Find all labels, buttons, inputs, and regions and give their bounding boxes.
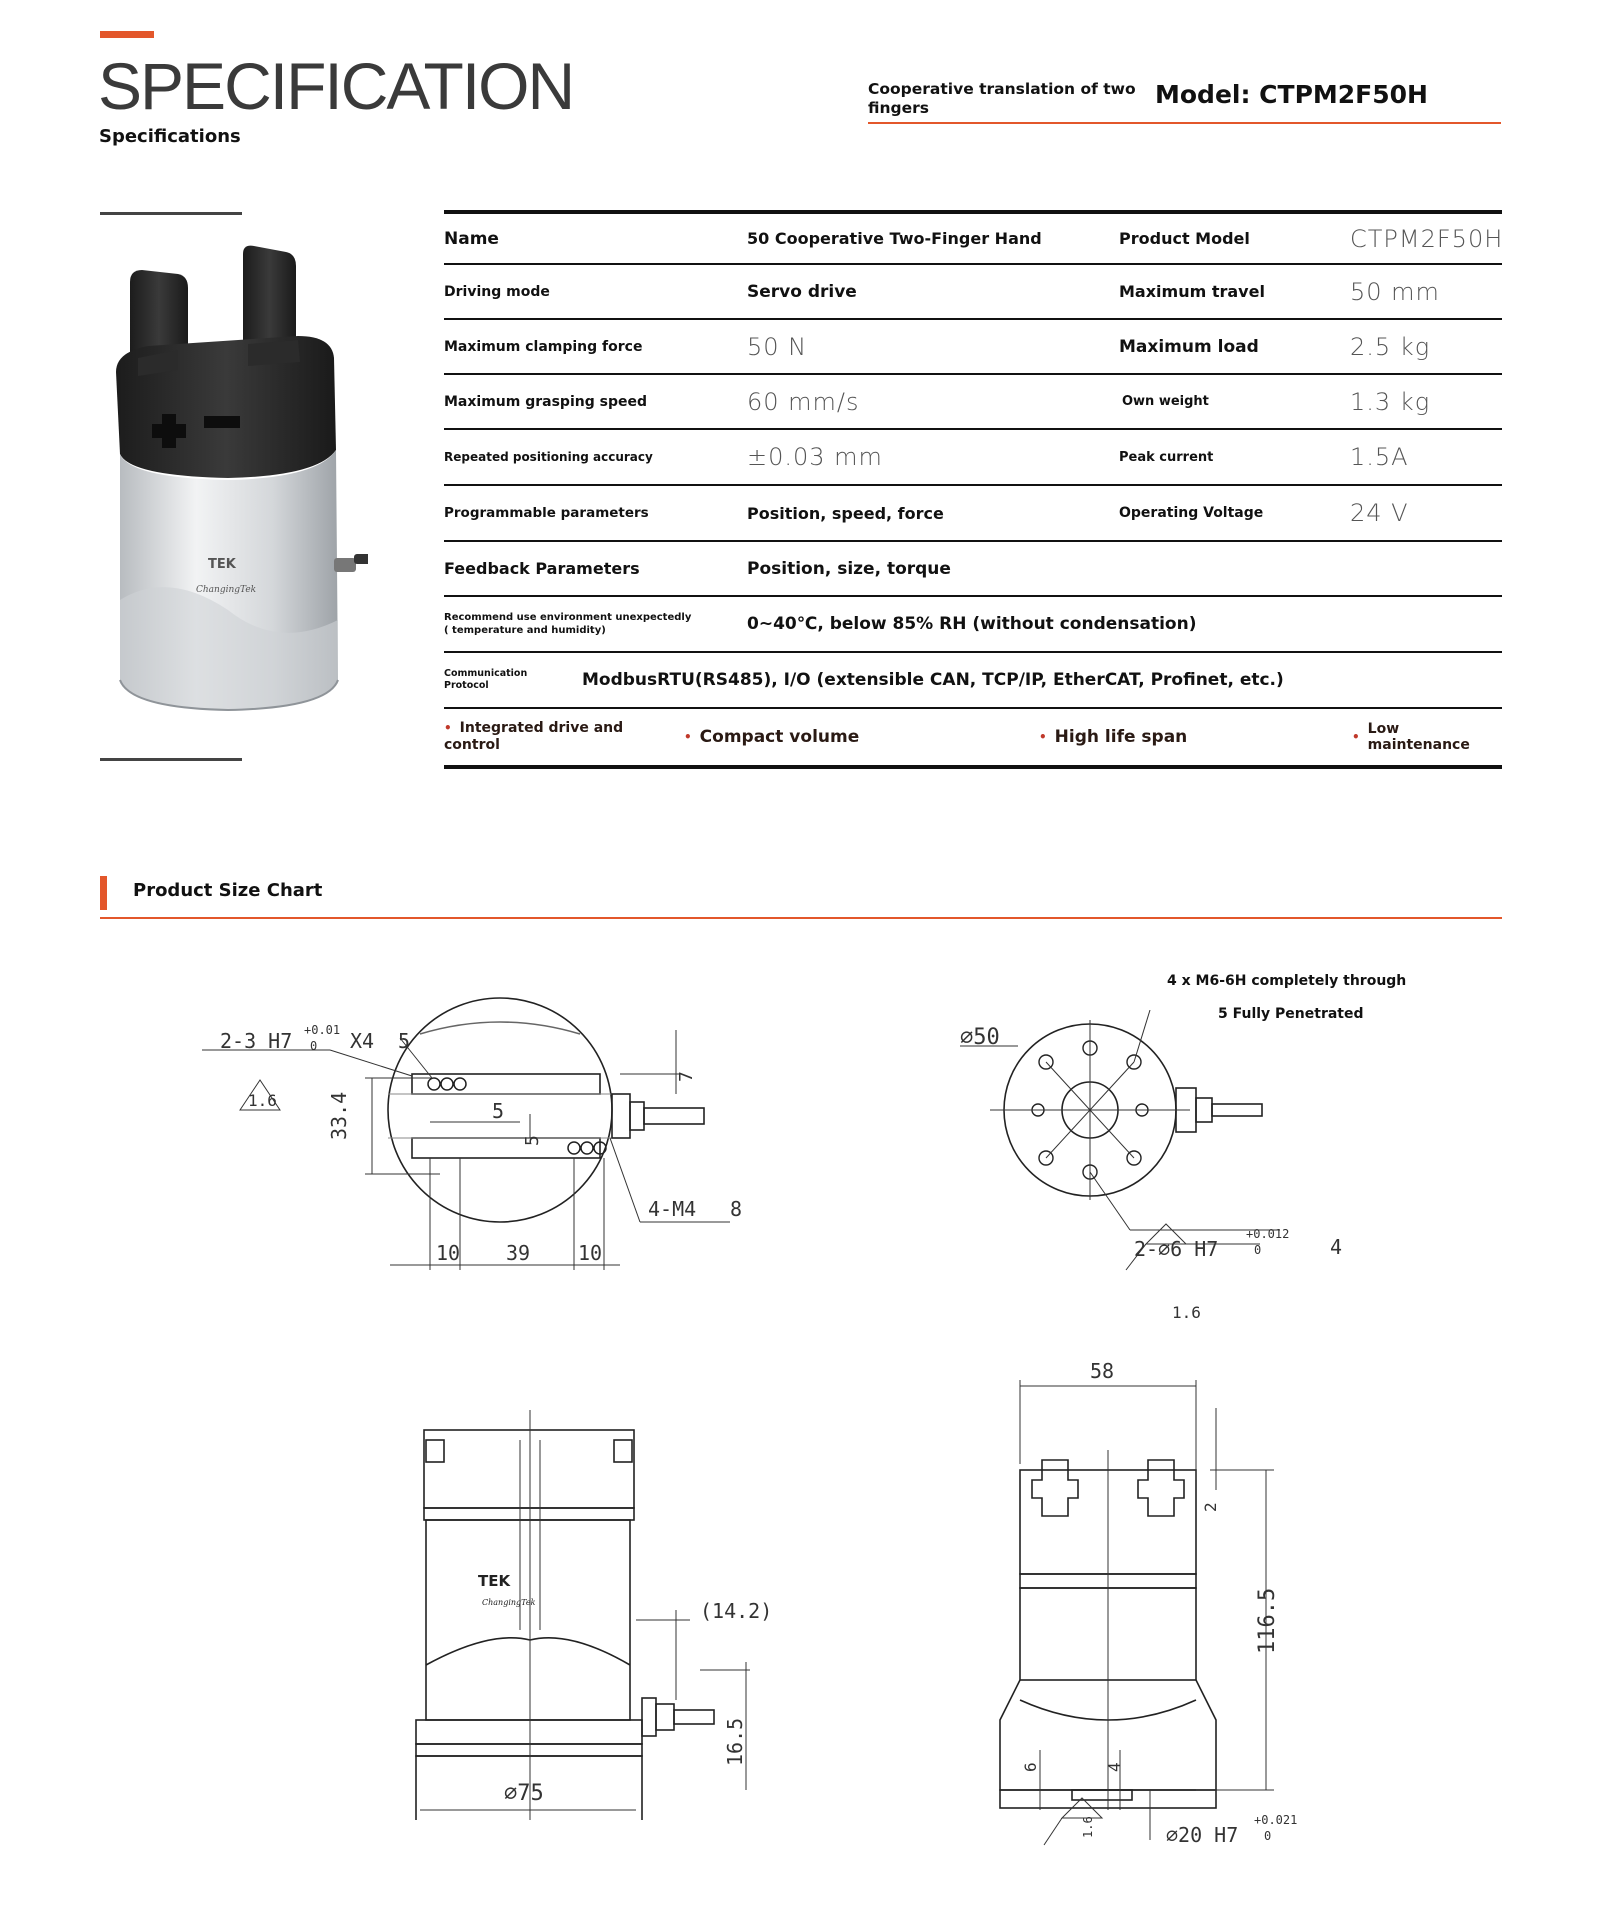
size-chart-underline (100, 917, 1502, 919)
front-logo-script: ChangingTek (482, 1598, 536, 1607)
spec-value-name: 50 Cooperative Two-Finger Hand (747, 229, 1042, 248)
spec-value-protocol: ModbusRTU(RS485), I/O (extensible CAN, TCP/IP, EtherCAT, Profinet, etc.) (582, 670, 1284, 690)
spec-label-protocol: Communication Protocol (444, 668, 528, 691)
spec-label-peak-current: Peak current (1119, 449, 1214, 465)
top-dim-10b: 10 (578, 1241, 603, 1265)
feature-maintenance: • Low maintenance (1352, 721, 1470, 753)
spec-row-driving (444, 265, 1502, 320)
spec-label-operating-voltage: Operating Voltage (1119, 505, 1264, 521)
spec-value-programmable: Position, speed, force (747, 503, 944, 523)
bottom-diameter: ⌀50 (960, 1025, 1000, 1050)
top-dim-5a: 5 (492, 1099, 505, 1123)
top-pin-tol-lower: 0 (310, 1039, 318, 1053)
top-m4-depth: 8 (730, 1197, 743, 1221)
side-dim-4: 4 (1105, 1762, 1124, 1772)
spec-value-driving-mode: Servo drive (747, 281, 857, 302)
spec-label-grasping-speed: Maximum grasping speed (444, 393, 647, 410)
model-underline (868, 122, 1501, 124)
spec-row-protocol (444, 653, 1502, 709)
spec-row-accuracy (444, 430, 1502, 486)
spec-label-product-model: Product Model (1119, 229, 1250, 248)
size-chart-title: Product Size Chart (133, 880, 323, 901)
cooperative-text: Cooperative translation of two fingers (868, 80, 1136, 117)
side-view-drawing (980, 1360, 1340, 1860)
spec-value-clamping-force: 50 N (747, 332, 808, 361)
feature-life-span: • High life span (1039, 727, 1188, 747)
spec-label-max-travel: Maximum travel (1119, 282, 1265, 301)
spec-label-max-load: Maximum load (1119, 336, 1259, 357)
spec-row-speed (444, 375, 1502, 430)
spec-label-driving-mode: Driving mode (444, 283, 550, 300)
spec-row-environment (444, 597, 1502, 653)
spec-value-product-model: CTPM2F50H (1350, 224, 1504, 253)
spec-row-clamping (444, 320, 1502, 375)
spec-row-programmable (444, 486, 1502, 542)
spec-value-grasping-speed: 60 mm/s (747, 387, 860, 416)
front-dim-14-2: (14.2) (700, 1599, 773, 1623)
page-subtitle: Specifications (99, 126, 241, 147)
spec-label-own-weight: Own weight (1122, 394, 1209, 409)
side-dim-2: 2 (1201, 1502, 1220, 1512)
side-bore: ⌀20 H7 (1166, 1823, 1239, 1847)
spec-row-name (444, 210, 1502, 265)
top-dim-39: 39 (506, 1241, 531, 1265)
spec-label-clamping-force: Maximum clamping force (444, 338, 643, 355)
spec-value-feedback: Position, size, torque (747, 558, 951, 579)
front-dim-16-5: 16.5 (723, 1717, 747, 1766)
side-dim-6: 6 (1021, 1762, 1040, 1772)
spec-label-name: Name (444, 228, 499, 249)
product-logo-brand: TEK (208, 557, 236, 572)
top-dim-7: 7 (676, 1071, 697, 1082)
gripper-product-image (108, 240, 368, 730)
bottom-roughness: 1.6 (1172, 1303, 1201, 1322)
spec-value-peak-current: 1.5A (1350, 443, 1409, 471)
feature-integrated: • Integrated drive and control (444, 720, 624, 753)
size-chart-accent (100, 876, 107, 910)
note-m6: 4 x M6-6H completely through (1167, 973, 1407, 989)
bottom-tol-lower: 0 (1254, 1243, 1262, 1257)
spec-value-positioning-accuracy: ±0.03 mm (747, 443, 883, 471)
note-penetrated: 5 Fully Penetrated (1218, 1006, 1364, 1022)
spec-value-own-weight: 1.3 kg (1350, 387, 1431, 416)
spec-label-positioning-accuracy: Repeated positioning accuracy (444, 450, 653, 464)
spec-row-feedback (444, 542, 1502, 597)
spec-row-features (444, 709, 1502, 769)
spec-value-operating-voltage: 24 V (1350, 499, 1409, 527)
product-logo-script: ChangingTek (196, 585, 257, 595)
front-logo-brand: TEK (478, 1572, 511, 1590)
side-tol-lower: 0 (1264, 1829, 1272, 1843)
spec-value-environment: 0~40℃, below 85% RH (without condensation) (747, 614, 1197, 634)
accent-bar (100, 31, 154, 38)
top-dim-10a: 10 (436, 1241, 461, 1265)
page-title: SPECIFICATION (98, 49, 574, 123)
top-roughness: 1.6 (248, 1091, 277, 1110)
feature-compact: • Compact volume (684, 727, 860, 747)
image-top-divider (100, 212, 242, 215)
top-pin-depth-value: 5 (398, 1029, 411, 1053)
top-pin-depth: X4 (350, 1029, 375, 1053)
front-diameter: ⌀75 (504, 1781, 544, 1806)
spec-value-max-travel: 50 mm (1350, 277, 1440, 306)
side-width: 58 (1090, 1360, 1115, 1383)
spec-label-programmable: Programmable parameters (444, 505, 649, 521)
model-label: Model: CTPM2F50H (1155, 80, 1428, 109)
top-height-dim: 33.4 (327, 1091, 351, 1140)
spec-table (444, 210, 1502, 769)
side-tol-upper: +0.021 (1254, 1813, 1298, 1827)
bottom-depth: 4 (1330, 1235, 1343, 1259)
spec-label-feedback: Feedback Parameters (444, 559, 640, 578)
top-pin-callout: 2-3 H7 (220, 1029, 293, 1053)
side-height: 116.5 (1255, 1587, 1280, 1654)
bottom-pin-callout: 2-⌀6 H7 (1134, 1237, 1219, 1261)
side-roughness: 1.6 (1081, 1816, 1095, 1838)
top-m4-callout: 4-M4 (648, 1197, 697, 1221)
top-pin-tol-upper: +0.01 (304, 1023, 341, 1037)
bottom-view-drawing (920, 1010, 1360, 1340)
spec-value-max-load: 2.5 kg (1350, 332, 1431, 361)
bottom-tol-upper: +0.012 (1246, 1227, 1290, 1241)
top-view-drawing (200, 990, 760, 1310)
front-view-drawing (400, 1400, 780, 1820)
image-bottom-divider (100, 758, 242, 761)
top-dim-5b: 5 (522, 1135, 543, 1146)
spec-label-environment: Recommend use environment unexpectedly ( temperature and humidity) (444, 612, 692, 636)
